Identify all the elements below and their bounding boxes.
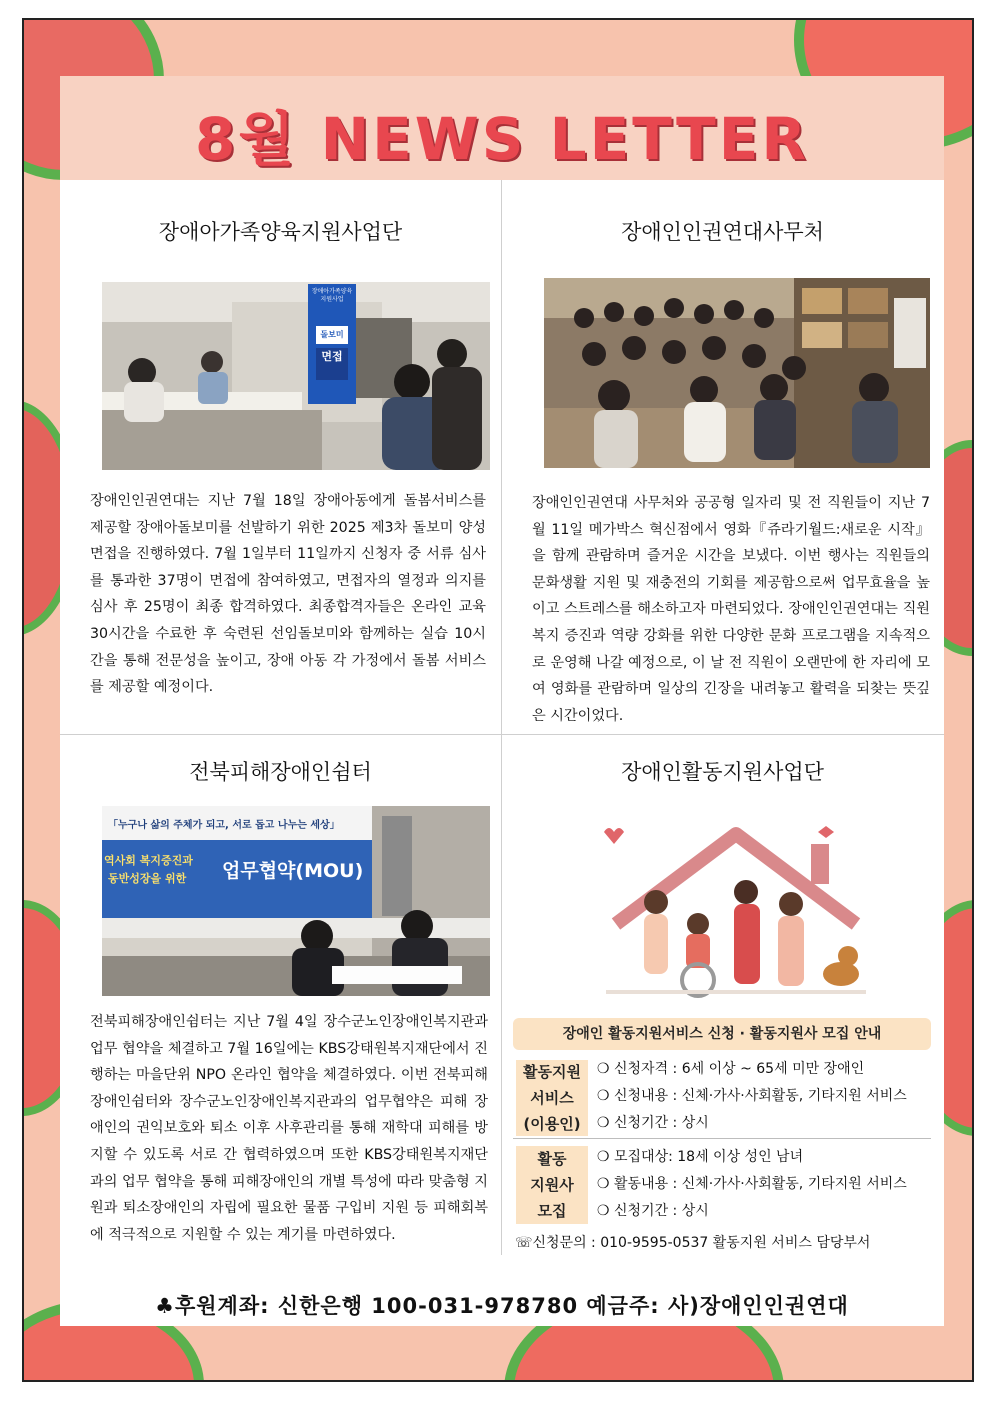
- section-title-activity: 장애인활동지원사업단: [621, 760, 824, 784]
- worker-info-item: ❍ 신청기간 : 상시: [597, 1203, 709, 1219]
- banner-left-text-2: 동반성장을 위한: [108, 872, 187, 885]
- recruit-separator: [513, 1138, 931, 1139]
- banner-top-text: 「누구나 삶의 주체가 되고, 서로 돕고 나누는 세상」: [108, 820, 340, 831]
- row-divider: [60, 734, 944, 735]
- worker-label-line: 모집: [537, 1202, 567, 1220]
- family-house-illustration: [586, 814, 886, 1004]
- section-title-office: 장애인인권연대사무처: [621, 220, 824, 244]
- worker-info-item: ❍ 활동내용 : 신체·가사·사회활동, 기타지원 서비스: [597, 1176, 907, 1192]
- service-label-line: 활동지원: [523, 1063, 581, 1081]
- worker-info-list: [597, 1144, 907, 1225]
- staff-group-photo: [544, 278, 930, 468]
- newsletter-sheet: [60, 76, 944, 1326]
- sign-mid-text: 돌보미: [320, 330, 344, 339]
- page-title: 8월 NEWS LETTER: [195, 105, 809, 173]
- title-band: [60, 76, 944, 180]
- service-info-list: [597, 1056, 907, 1137]
- worker-label-box: [516, 1146, 588, 1224]
- shelter-body: 전북피해장애인쉼터는 지난 7월 4일 장수군노인장애인복지관과 업무 협약을 체결하고 7월 16일에는 KBS강태원복지재단에서 진행하는 마을단위 NPO 온라인 협약을 체결하였다. 이번 전북피해장애인쉼터와 장수군노인장애인복지관과의 업무협약은 피해 장애인의 권익보호와 퇴소 이후 사후관리를 통해 재학대 피해를 방지할 수 있도록 서로 간 협력하였으며 또한 KBS강태원복지재단과의 업무 협약을 통해 피해장애인의 개별 특성에 따라 맞춤형 지원과 퇴소장애인의 자립에 필요한 물품 구입비 지원 등 피해회복에 적극적으로 지원할 수 있는 계기를 마련하였다.: [90, 1014, 488, 1243]
- office-body: 장애인인권연대 사무처와 공공형 일자리 및 전 직원들이 지난 7월 11일 메가박스 혁신점에서 영화『쥬라기월드:새로운 시작』을 함께 관람하며 즐거운 시간을 보냈다. 이번 행사는 직원들의 문화생활 지원 및 재충전의 기회를 제공함으로써 업무효율을 높이고 스트레스를 해소하고자 마련되었다. 장애인인권연대는 직원복지 증진과 역량 강화를 위한 다양한 문화 프로그램을 지속적으로 운영해 나갈 예정으로, 이 날 전 직원이 오랜만에 한 자리에 모여 영화를 관람하며 일상의 긴장을 내려놓고 활력을 되찾는 뜻깊은 시간이었다.: [532, 495, 930, 724]
- mou-signing-photo: [102, 806, 490, 996]
- contact-info: ☏신청문의 : 010-9595-0537 활동지원 서비스 담당부서: [515, 1235, 871, 1251]
- page-frame: [22, 18, 974, 1382]
- service-info-item: ❍ 신청내용 : 신체·가사·사회활동, 기타지원 서비스: [597, 1088, 907, 1104]
- recruit-heading: 장애인 활동지원서비스 신청 · 활동지원사 모집 안내: [513, 1018, 931, 1050]
- interview-photo: [102, 282, 490, 470]
- worker-label-line: 지원사: [530, 1176, 574, 1194]
- section-title-shelter: 전북피해장애인쉼터: [189, 760, 372, 784]
- worker-info-item: ❍ 모집대상: 18세 이상 성인 남녀: [597, 1149, 804, 1165]
- sign-main-text: 면접: [321, 350, 343, 363]
- service-info-item: ❍ 신청기간 : 상시: [597, 1115, 709, 1131]
- service-label-line: 서비스: [530, 1089, 574, 1107]
- section-title-childcare: 장애아가족양육지원사업단: [158, 220, 403, 244]
- banner-left-text-1: 역사회 복지증진과: [104, 854, 193, 867]
- service-info-item: ❍ 신청자격 : 6세 이상 ~ 65세 미만 장애인: [597, 1061, 865, 1077]
- donation-account: ♣후원계좌: 신한은행 100-031-978780 예금주: 사)장애인인권연대: [155, 1294, 849, 1318]
- service-label-box: [516, 1060, 588, 1136]
- column-divider: [501, 180, 502, 1255]
- worker-label-line: 활동: [537, 1150, 567, 1168]
- sign-top-text: 장애아가족양육지원사업: [311, 288, 353, 303]
- service-label-line: (이용인): [523, 1115, 581, 1133]
- banner-main-text: 업무협약(MOU): [222, 860, 364, 882]
- childcare-body: 장애인인권연대는 지난 7월 18일 장애아동에게 돌봄서비스를 제공할 장애아돌보미를 선발하기 위한 2025 제3차 돌보미 양성 면접을 진행하였다. 7월 1일부터 11일까지 신청자 중 서류 심사를 통과한 37명이 면접에 참여하였고, 면접자의 열정과 의지를 심사 후 25명이 최종 합격하였다. 최종합격자들은 온라인 교육 30시간을 수료한 후 숙련된 선임돌보미와 함께하는 실습 10시간을 통해 전문성을 높이고, 장애 아동 각 가정에서 돌봄 서비스를 제공할 예정이다.: [90, 493, 486, 696]
